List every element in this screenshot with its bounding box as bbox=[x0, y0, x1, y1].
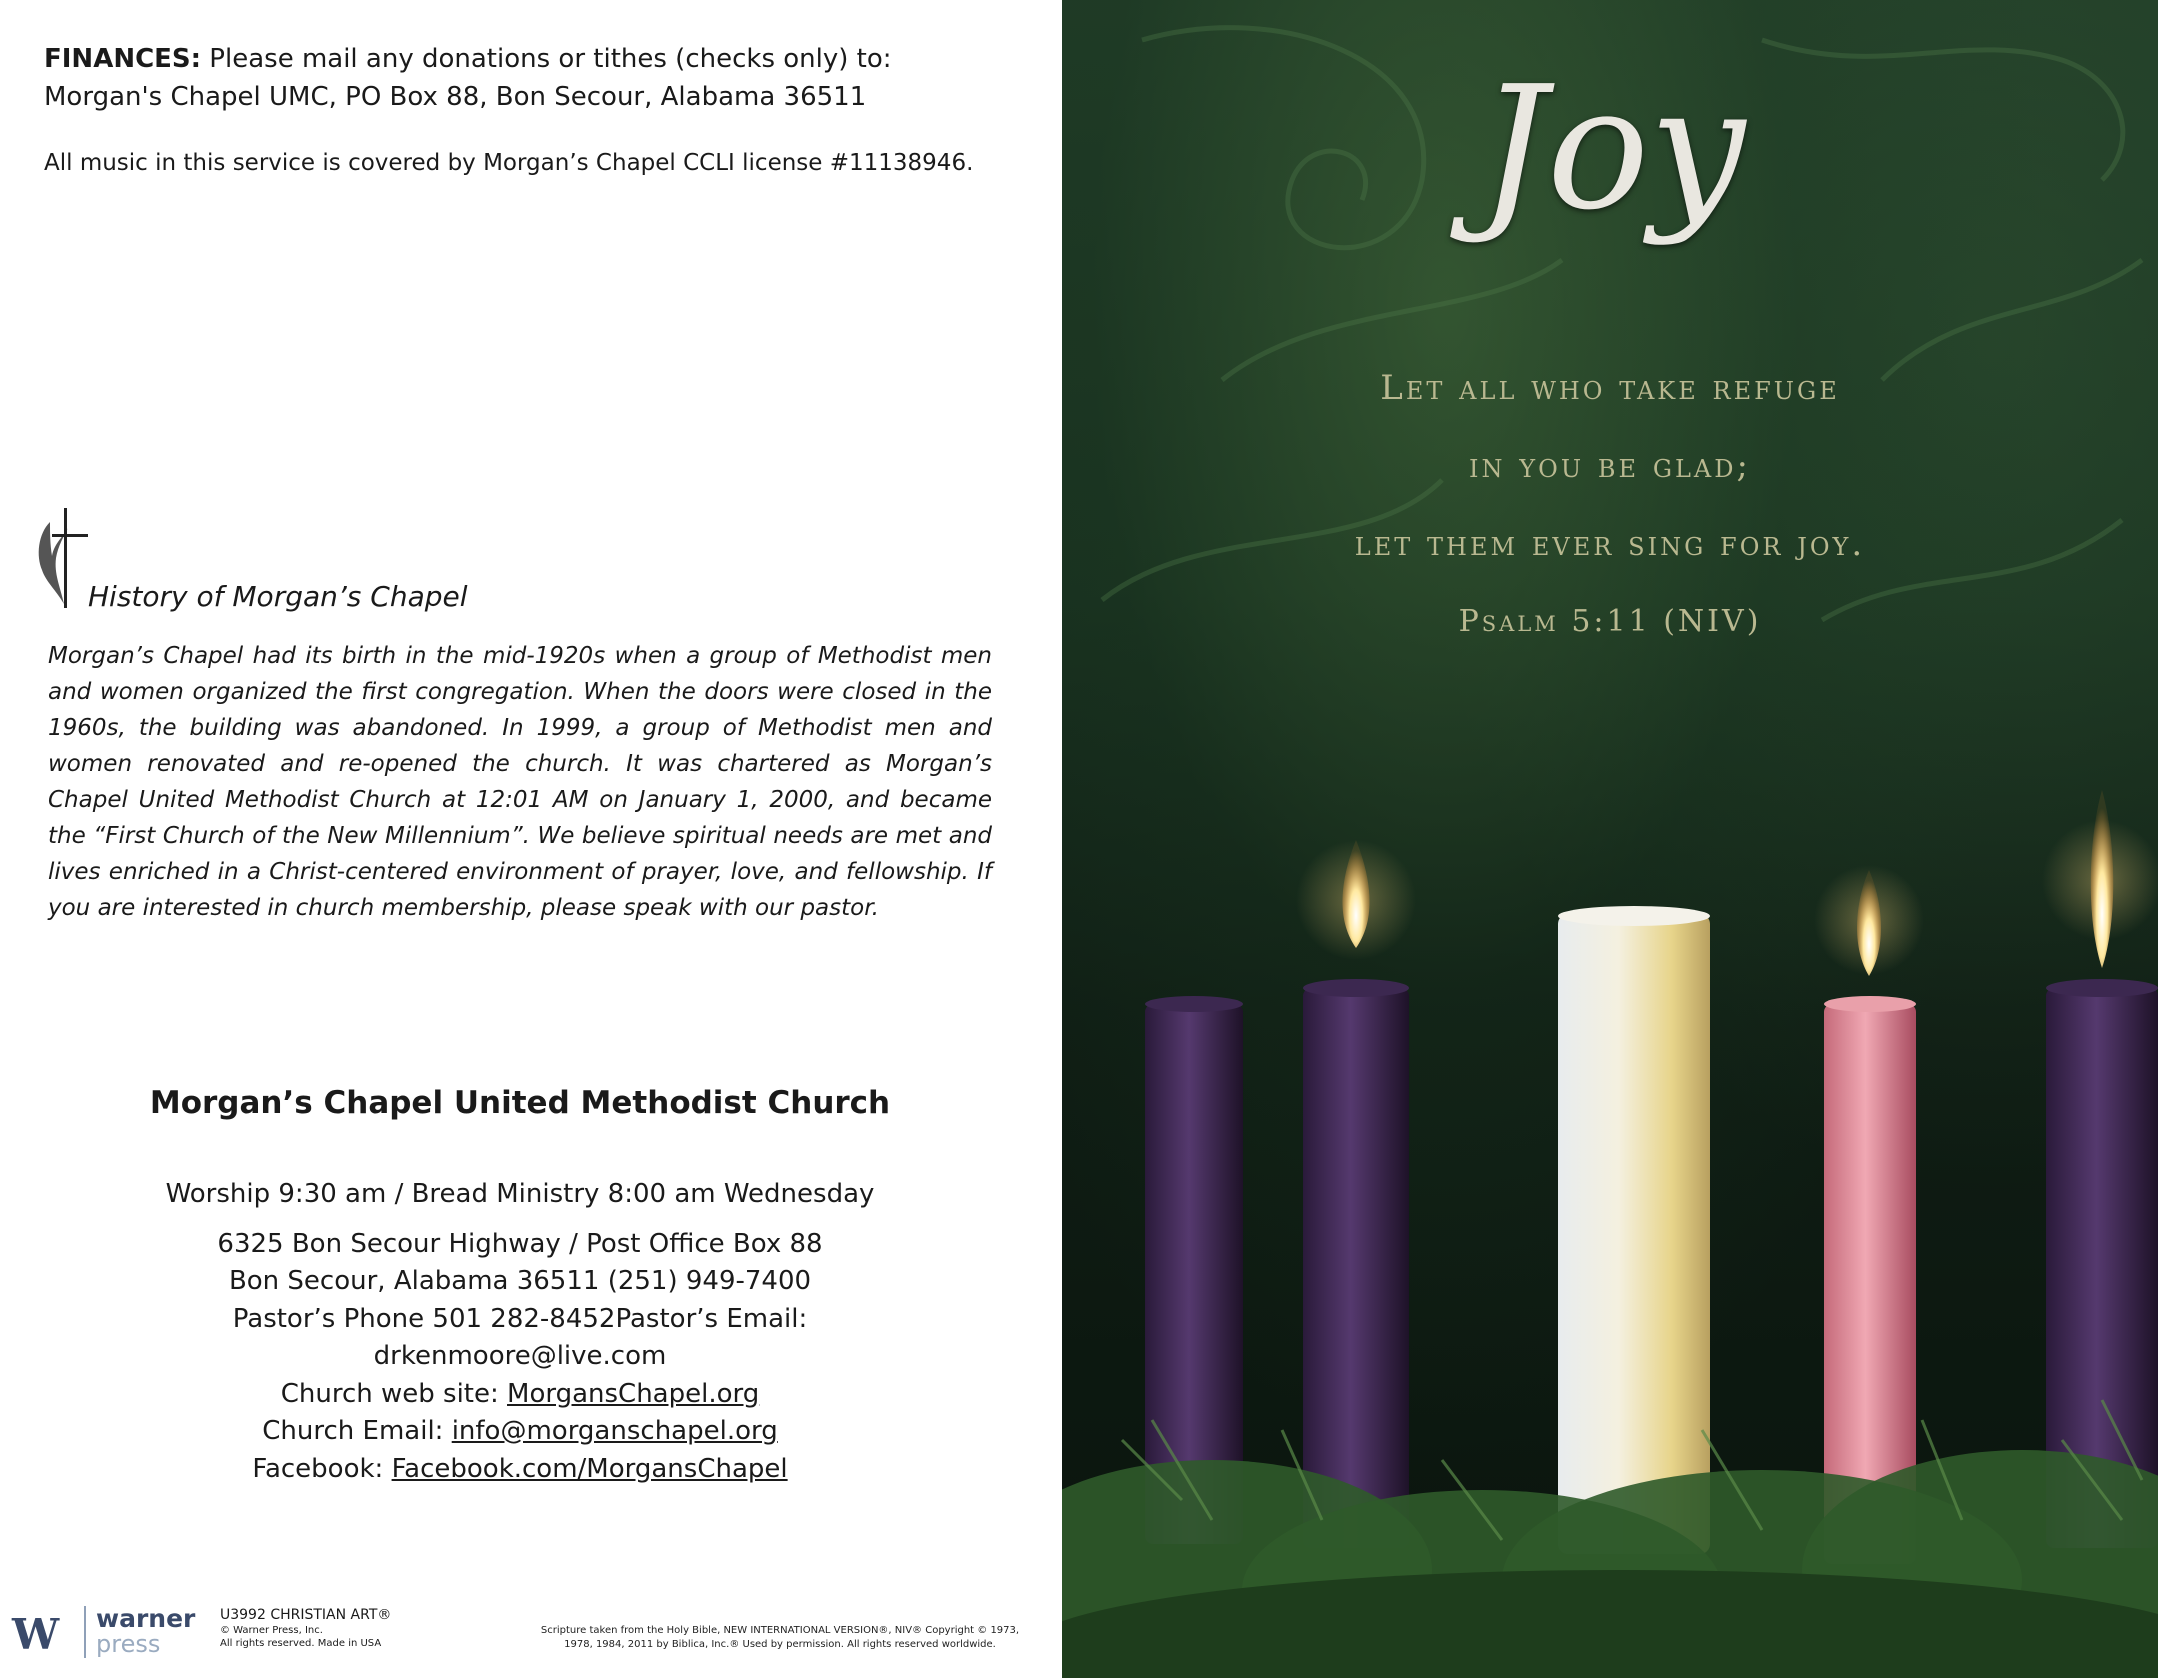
pastor-email[interactable]: drkenmoore@live.com bbox=[373, 1341, 667, 1371]
website-label: Church web site: bbox=[280, 1378, 508, 1409]
publisher-divider bbox=[84, 1606, 86, 1658]
city-phone: Bon Secour, Alabama 36511 (251) 949-7400 bbox=[228, 1266, 812, 1296]
facebook-line bbox=[0, 1451, 1040, 1489]
worship-times: Worship 9:30 am / Bread Ministry 8:00 am Wednesday bbox=[165, 1179, 875, 1209]
finances-text: Please mail any donations or tithes (checks only) to: Morgan's Chapel UMC, PO Box 88, Bon Secour, Alabama 36511 bbox=[44, 44, 892, 112]
church-contact-info bbox=[0, 1176, 1040, 1488]
history-title: History of Morgan’s Chapel bbox=[88, 580, 468, 613]
email-label: Church Email: bbox=[262, 1416, 452, 1446]
publisher-logo: W bbox=[12, 1610, 60, 1659]
publisher-rights: All rights reserved. Made in USA bbox=[220, 1638, 382, 1649]
finances-notice bbox=[44, 40, 1004, 116]
candle-pink-lit bbox=[1814, 865, 1924, 1564]
verse-line-1: Let all who take refuge bbox=[1380, 368, 1840, 408]
church-name: Morgan’s Chapel United Methodist Church bbox=[149, 1085, 891, 1121]
scripture-credit-line-1: Scripture taken from the Holy Bible, NEW INTERNATIONAL VERSION®, NIV® Copyright © 1973, bbox=[540, 1625, 1020, 1636]
history-body: Morgan’s Chapel had its birth in the mid-1920s when a group of Methodist men and women organized the first congregation. When the doors were closed in the 1960s, the building was abandoned. In 1999, a group of Methodist men and women renovated and re-opened the church. It was chartered as Morgan’s Chapel United Methodist Church at 12:01 AM on January 1, 2000, and became the “First Church of the New Millennium”. We believe spiritual needs are met and lives enriched in a Christ-centered environment of prayer, love, and fellowship. If you are interested in church membership, please speak with our pastor. bbox=[48, 643, 992, 921]
church-email-link[interactable]: info@morganschapel.org bbox=[451, 1416, 778, 1446]
pastor-phone-line: Pastor’s Phone 501 282-8452Pastor’s Email: bbox=[232, 1303, 808, 1334]
facebook-label: Facebook: bbox=[252, 1453, 392, 1484]
finances-label: FINANCES: bbox=[44, 44, 202, 74]
verse-reference: Psalm 5:11 (NIV) bbox=[1458, 604, 1762, 639]
publisher-info bbox=[220, 1606, 391, 1650]
publisher-copyright: © Warner Press, Inc. bbox=[220, 1625, 323, 1636]
street-address: 6325 Bon Secour Highway / Post Office Box 88 bbox=[217, 1228, 823, 1259]
cross-and-flame-icon bbox=[30, 508, 90, 612]
verse-line-2: in you be glad; bbox=[1469, 446, 1751, 486]
candle-white-center bbox=[1558, 906, 1710, 1554]
advent-candles-illustration bbox=[1062, 0, 2158, 1678]
cover-title: Joy bbox=[1478, 50, 1746, 248]
publisher-name-press: press bbox=[96, 1630, 161, 1658]
scripture-credit bbox=[530, 1624, 1030, 1652]
scripture-credit-line-2: 1978, 1984, 2011 by Biblica, Inc.® Used by permission. All rights reserved worldwide. bbox=[564, 1639, 996, 1650]
publisher-name: warner bbox=[96, 1604, 196, 1633]
bulletin-back-page bbox=[0, 0, 1062, 1678]
candle-purple-lit-2 bbox=[2042, 790, 2158, 1548]
verse-line-3: let them ever sing for joy. bbox=[1354, 524, 1866, 564]
facebook-link[interactable]: Facebook.com/MorgansChapel bbox=[391, 1453, 788, 1484]
email-line bbox=[0, 1413, 1040, 1451]
candle-purple-lit-1 bbox=[1296, 840, 1416, 1548]
product-code: U3992 CHRISTIAN ART® bbox=[220, 1607, 392, 1623]
ccli-license-notice: All music in this service is covered by Morgan’s Chapel CCLI license #11138946. bbox=[44, 150, 974, 176]
website-line bbox=[0, 1376, 1040, 1414]
bulletin-cover bbox=[1062, 0, 2158, 1678]
website-link[interactable]: MorgansChapel.org bbox=[507, 1378, 760, 1409]
publisher-imprint bbox=[12, 1602, 432, 1662]
